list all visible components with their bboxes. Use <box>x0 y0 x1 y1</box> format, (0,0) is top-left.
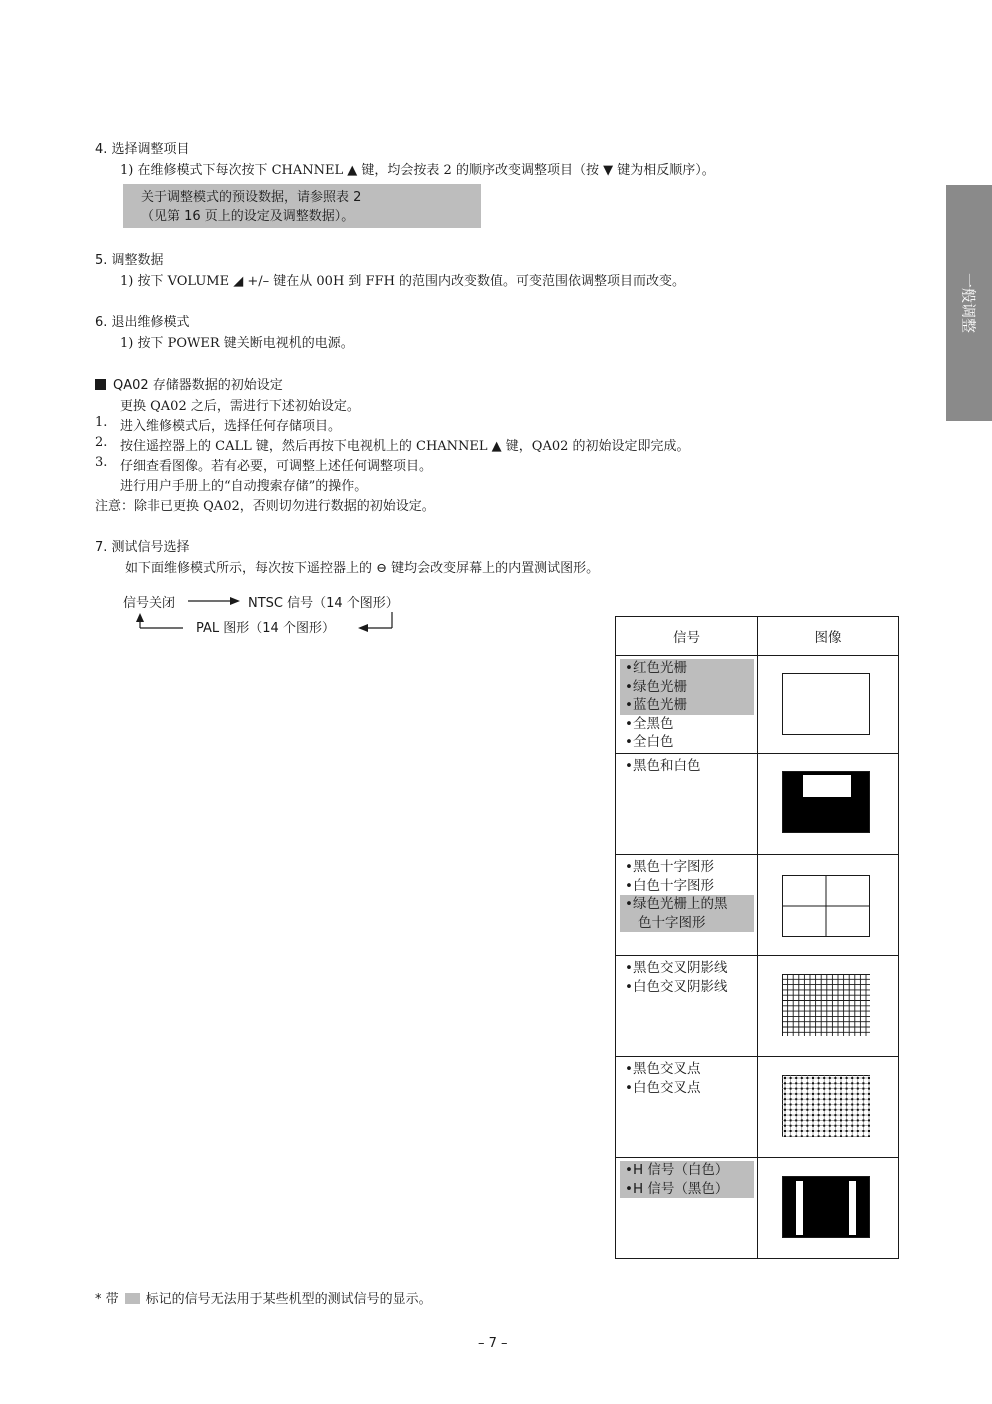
table-row <box>616 855 899 956</box>
list-item: •蓝色光栅 <box>620 696 754 715</box>
list-item: •绿色光栅上的黑 色十字图形 <box>620 895 754 932</box>
note-label: 注意 <box>95 499 122 514</box>
blank-frame-icon <box>782 673 870 735</box>
qa02-item-1-number: 1. <box>95 415 108 430</box>
note-box-line-1: 关于调整模式的预设数据，请参照表 2 <box>141 190 362 205</box>
h-signal-icon <box>782 1176 870 1238</box>
list-item: •黑色交叉阴影线 <box>625 960 728 976</box>
list-item: •全白色 <box>625 734 674 750</box>
image-cell <box>758 956 899 1057</box>
qa02-section-title: QA02 存储器数据的初始设定 <box>95 374 283 393</box>
table-row <box>616 1057 899 1158</box>
section-5-line-1: 1) 按下 VOLUME ◢ +/– 键在从 00H 到 FFH 的范围内改变数值。可变范围依调整项目而改变。 <box>120 274 686 289</box>
image-cell <box>758 1057 899 1158</box>
table-row <box>616 1158 899 1259</box>
signal-cell <box>616 1158 758 1259</box>
qa02-item-3: 仔细查看图像。若有必要，可调整上述任何调整项目。 <box>120 459 433 474</box>
signal-cell <box>616 956 758 1057</box>
list-item: •红色光栅 <box>620 659 754 678</box>
list-item: •绿色光栅 <box>620 678 754 697</box>
gray-legend-swatch-icon <box>125 1293 140 1304</box>
footnote: * 带 标记的信号无法用于某些机型的测试信号的显示。 <box>95 1292 432 1307</box>
side-tab-label: 一般调整 <box>959 272 978 334</box>
section-4-title: 4. 选择调整项目 <box>95 142 190 157</box>
dots-icon <box>782 1075 870 1137</box>
section-7-line-1: 如下面维修模式所示，每次按下遥控器上的 ⊖ 键均会改变屏幕上的内置测试图形。 <box>125 561 600 576</box>
note-box-line-2: （见第 16 页上的设定及调整数据）。 <box>141 209 355 224</box>
list-item: •H 信号（黑色） <box>620 1180 754 1199</box>
image-cell <box>758 855 899 956</box>
qa02-item-2: 按住遥控器上的 CALL 键，然后再按下电视机上的 CHANNEL ▲ 键，QA02 的初始设定即完成。 <box>120 439 690 454</box>
column-header-signal: 信号 <box>616 617 758 656</box>
black-square-bullet-icon <box>95 379 106 390</box>
qa02-intro: 更换 QA02 之后，需进行下述初始设定。 <box>120 399 360 414</box>
qa02-note <box>95 495 435 514</box>
table-row <box>616 754 899 855</box>
table-header-row <box>616 617 899 656</box>
flow-pal: PAL 图形（14 个图形） <box>196 621 335 636</box>
section-7-title: 7. 测试信号选择 <box>95 540 190 555</box>
flow-signal-off: 信号关闭 <box>123 596 176 611</box>
image-cell <box>758 1158 899 1259</box>
list-item: •白色十字图形 <box>625 877 714 894</box>
table-row <box>616 956 899 1057</box>
preset-data-note-box <box>123 184 481 228</box>
signal-cell <box>616 754 758 855</box>
section-4-line-1: 1) 在维修模式下每次按下 CHANNEL ▲ 键，均会按表 2 的顺序改变调整项目（按 ▼ 键为相反顺序）。 <box>120 163 715 178</box>
column-header-image: 图像 <box>758 617 899 656</box>
signal-cell <box>616 1057 758 1158</box>
section-5-title: 5. 调整数据 <box>95 253 164 268</box>
list-item: •黑色十字图形 <box>625 859 714 875</box>
section-6-title: 6. 退出维修模式 <box>95 315 190 330</box>
list-item: •H 信号（白色） <box>620 1161 754 1180</box>
table-row <box>616 656 899 754</box>
flow-arrows-icon <box>120 590 410 635</box>
test-signal-table <box>615 616 899 1259</box>
list-item: •全黑色 <box>625 715 674 732</box>
signal-cell <box>616 656 758 754</box>
list-item: •白色交叉点 <box>625 1079 701 1096</box>
list-item: •黑色和白色 <box>625 758 701 774</box>
signal-cell <box>616 855 758 956</box>
cross-icon <box>782 875 870 937</box>
qa02-item-1: 进入维修模式后，选择任何存储项目。 <box>120 419 342 434</box>
note-text: ：除非已更换 QA02，否则切勿进行数据的初始设定。 <box>121 499 435 514</box>
side-tab <box>946 185 992 421</box>
list-item: •黑色交叉点 <box>625 1061 701 1077</box>
qa02-item-2-number: 2. <box>95 435 108 450</box>
page-number: – 7 – <box>478 1336 508 1351</box>
list-item: •白色交叉阴影线 <box>625 978 728 995</box>
flow-ntsc: NTSC 信号（14 个图形） <box>248 596 399 611</box>
black-white-window-icon <box>782 771 870 833</box>
image-cell <box>758 754 899 855</box>
crosshatch-icon <box>782 974 870 1036</box>
qa02-item-3-cont: 进行用户手册上的“自动搜索存储”的操作。 <box>120 479 368 494</box>
section-6-line-1: 1) 按下 POWER 键关断电视机的电源。 <box>120 336 354 351</box>
image-cell <box>758 656 899 754</box>
qa02-item-3-number: 3. <box>95 455 108 470</box>
